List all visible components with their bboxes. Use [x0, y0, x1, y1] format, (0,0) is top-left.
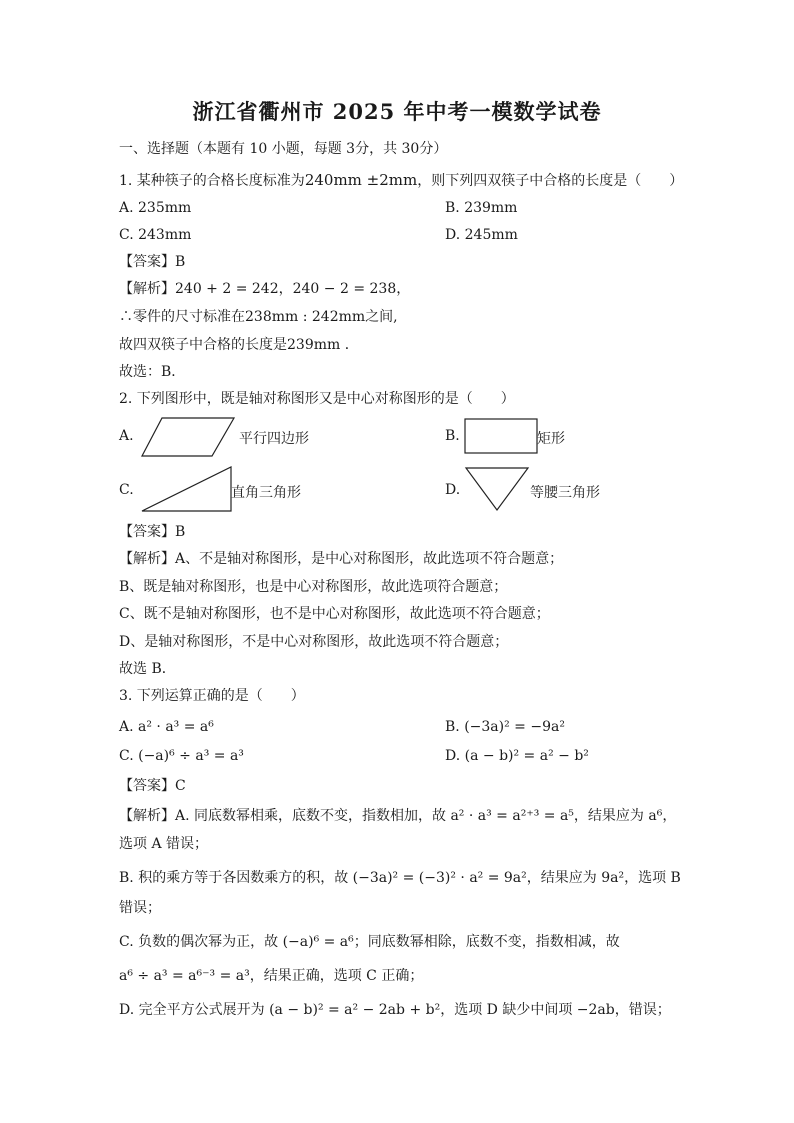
- q2-stem: 2. 下列图形中，既是轴对称图形又是中心对称图形的是（ ）: [119, 391, 515, 407]
- q2-analysis-4: D、是轴对称图形，不是中心对称图形，故此选项不符合题意；: [119, 634, 509, 650]
- q1-option-d: D. 245mm: [445, 227, 518, 243]
- q1-analysis-3: 故四双筷子中合格的长度是239mm ．: [119, 337, 359, 353]
- q3-option-c: C. (−a)⁶ ÷ a³ = a³: [119, 748, 244, 764]
- q1-stem: [119, 170, 683, 191]
- page-title: 浙江省衢州市 2025 年中考一模数学试卷: [192, 99, 602, 124]
- q1-stem-pre: 1. 某种筷子的合格长度标准为: [119, 173, 305, 189]
- q2-analysis-1: 【解析】A、不是轴对称图形，是中心对称图形，故此选项不符合题意；: [119, 551, 564, 567]
- q3-analysis-b-2: 错误；: [119, 900, 161, 916]
- q3-analysis-c-1: C. 负数的偶次幂为正，故 (−a)⁶ = a⁶；同底数幂相除，底数不变，指数相减，故: [119, 934, 620, 950]
- q2-option-d-letter: D.: [445, 482, 461, 498]
- q3-option-d: D. (a − b)² = a² − b²: [445, 748, 589, 764]
- q1-option-b: B. 239mm: [445, 200, 518, 216]
- q2-analysis-5: 故选 B．: [119, 661, 176, 677]
- q1-option-c: C. 243mm: [119, 227, 192, 243]
- q3-answer: 【答案】C: [119, 778, 186, 794]
- q1-analysis-1: 【解析】240 + 2 = 242，240 − 2 = 238，: [119, 281, 411, 297]
- q1-answer: 【答案】B: [119, 254, 186, 270]
- q1-analysis-4: 故选：B．: [119, 364, 186, 380]
- q3-option-a: A. a² · a³ = a⁶: [119, 719, 214, 735]
- q2-analysis-3: C、既不是轴对称图形，也不是中心对称图形，故此选项不符合题意；: [119, 606, 550, 622]
- right-triangle-figure: [140, 465, 234, 513]
- q2-option-c-letter: C.: [119, 482, 134, 498]
- isosceles-triangle-figure: [464, 466, 530, 512]
- q1-stem-math: 240mm ±2mm: [304, 171, 418, 189]
- q3-analysis-c-2: a⁶ ÷ a³ = a⁶⁻³ = a³，结果正确，选项 C 正确；: [119, 968, 424, 984]
- q2-option-b-label: 矩形: [537, 431, 565, 447]
- rectangle-figure: [464, 418, 540, 456]
- q3-analysis-d-1: D. 完全平方公式展开为 (a − b)² = a² − 2ab + b²，选项 D 缺少中间项 −2ab，错误；: [119, 1002, 671, 1018]
- q2-option-b-letter: B.: [445, 428, 460, 444]
- q2-option-a-label: 平行四边形: [239, 431, 309, 447]
- section-heading: 一、选择题（本题有 10 小题，每题 3分，共 30分）: [119, 141, 448, 157]
- q3-analysis-b-1: B. 积的乘方等于各因数乘方的积，故 (−3a)² = (−3)² · a² = 9a²，结果应为 9a²，选项 B: [119, 870, 681, 886]
- q3-analysis-a-1: 【解析】A. 同底数幂相乘，底数不变，指数相加，故 a² · a³ = a²⁺³ = a⁵，结果应为 a⁶，: [119, 808, 677, 824]
- q2-analysis-2: B、既是轴对称图形，也是中心对称图形，故此选项符合题意；: [119, 579, 508, 595]
- q2-option-a-letter: A.: [119, 428, 134, 444]
- q3-analysis-a-2: 选项 A 错误；: [119, 836, 209, 852]
- q2-option-c-label: 直角三角形: [231, 485, 301, 501]
- q2-option-d-label: 等腰三角形: [530, 485, 600, 501]
- q1-analysis-2: ∴零件的尺寸标准在238mm : 242mm之间,: [119, 309, 398, 325]
- q3-option-b: B. (−3a)² = −9a²: [445, 719, 565, 735]
- parallelogram-figure: [140, 416, 236, 458]
- q1-option-a: A. 235mm: [119, 200, 192, 216]
- q3-stem: 3. 下列运算正确的是（ ）: [119, 688, 305, 704]
- q2-answer: 【答案】B: [119, 524, 186, 540]
- q1-stem-post: ，则下列四双筷子中合格的长度是（ ）: [417, 173, 684, 189]
